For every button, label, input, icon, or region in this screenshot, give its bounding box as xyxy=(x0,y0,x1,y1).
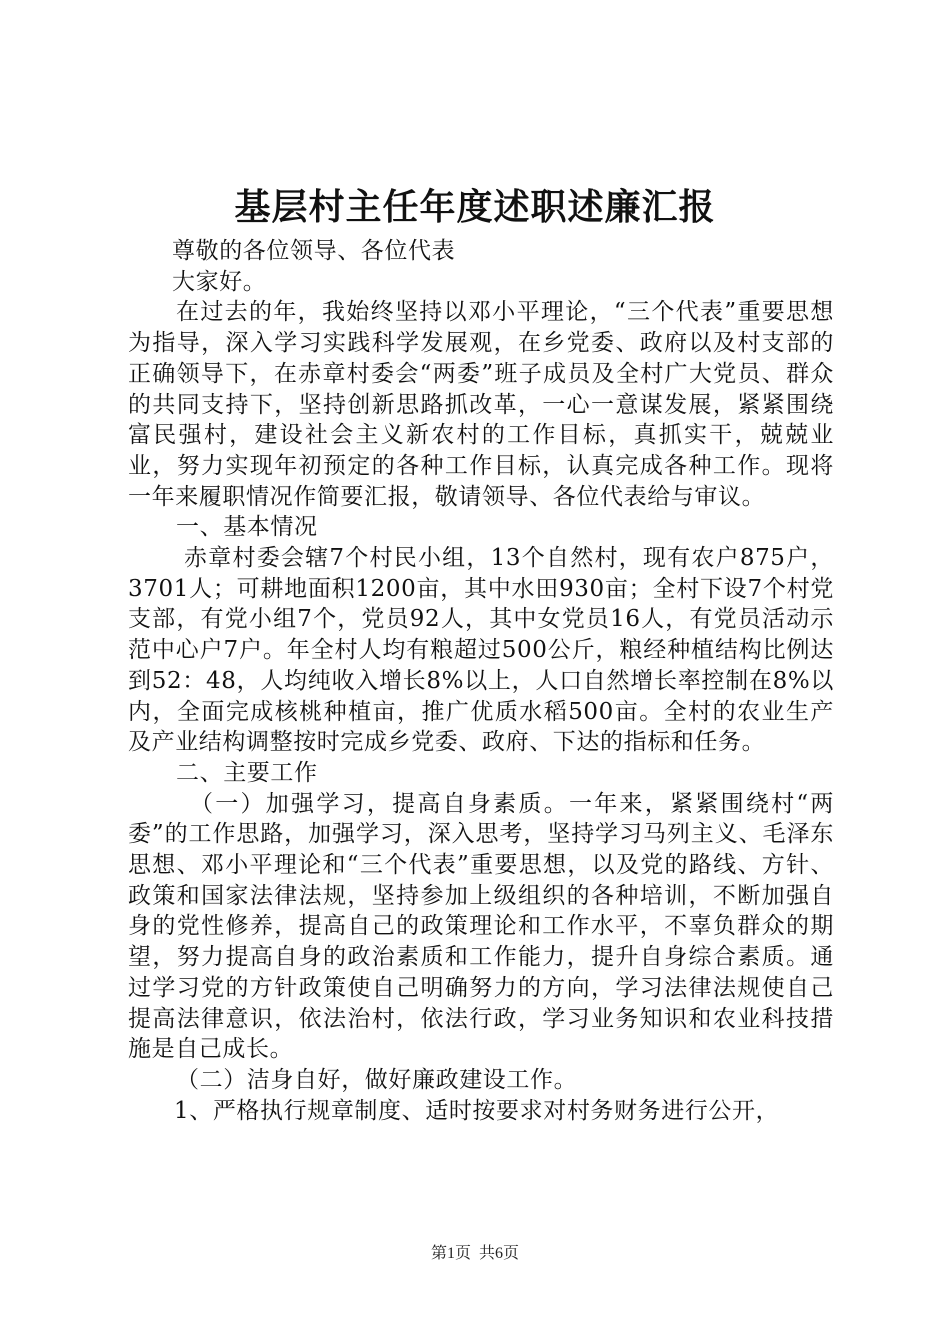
page-number: 第1页 xyxy=(430,1245,471,1262)
intro-paragraph: 在过去的年，我始终坚持以邓小平理论，“三个代表”重要思想为指导，深入学习实践科学发展观，在乡党委、政府以及村支部的正确领导下，在赤章村委会“两委”班子成员及全村广大党员、群众的共同支持下，坚持创新思路抓改革，一心一意谋发展，紧紧围绕富民强村，建设社会主义新农村的工作目标，真抓实干，兢兢业业，努力实现年初预定的各种工作目标，认真完成各种工作。现将一年来履职情况作简要汇报，敬请领导、各位代表给与审议。 xyxy=(128,299,834,510)
greeting: 大家好。 xyxy=(172,268,267,295)
page-footer xyxy=(0,1244,950,1264)
page-total: 共6页 xyxy=(479,1245,520,1262)
study-paragraph: （一）加强学习，提高自身素质。一年来，紧紧围绕村“两委”的工作思路，加强学习，深入思考，坚持学习马列主义、毛泽东思想、邓小平理论和“三个代表”重要思想，以及党的路线、方针、政策和国家法律法规，坚持参加上级组织的各种培训，不断加强自身的党性修养，提高自己的政策理论和工作水平，不辜负群众的期望，努力提高自身的政治素质和工作能力，提升自身综合素质。通过学习党的方针政策使自己明确努力的方向，学习法律法规使自己提高法律意识，依法治村，依法行政，学习业务知识和农业科技措施是自己成长。 xyxy=(128,790,834,1063)
document-title: 基层村主任年度述职述廉汇报 xyxy=(234,187,716,228)
salutation: 尊敬的各位领导、各位代表 xyxy=(172,238,456,264)
rule-item-1: 1、严格执行规章制度、适时按要求对村务财务进行公开， xyxy=(174,1097,780,1124)
section-heading-main-work: 二、主要工作 xyxy=(176,759,318,786)
section-heading-basic: 一、基本情况 xyxy=(176,514,318,541)
document-body xyxy=(128,236,834,1126)
basic-info-paragraph: 赤章村委会辖7个村民小组，13个自然村，现有农户875户，3701人；可耕地面积1200亩，其中水田930亩；全村下设7个村党支部，有党小组7个，党员92人，其中女党员16人，有党员活动示范中心户7户。年全村人均有粮超过500公斤，粮经种植结构比例达到52：48，人均纯收入增长8%以上，人口自然增长率控制在8%以内，全面完成核桃种植亩，推广优质水稻500亩。全村的农业生产及产业结构调整按时完成乡党委、政府、下达的指标和任务。 xyxy=(128,545,834,756)
subheading-integrity: （二）洁身自好，做好廉政建设工作。 xyxy=(176,1066,578,1093)
